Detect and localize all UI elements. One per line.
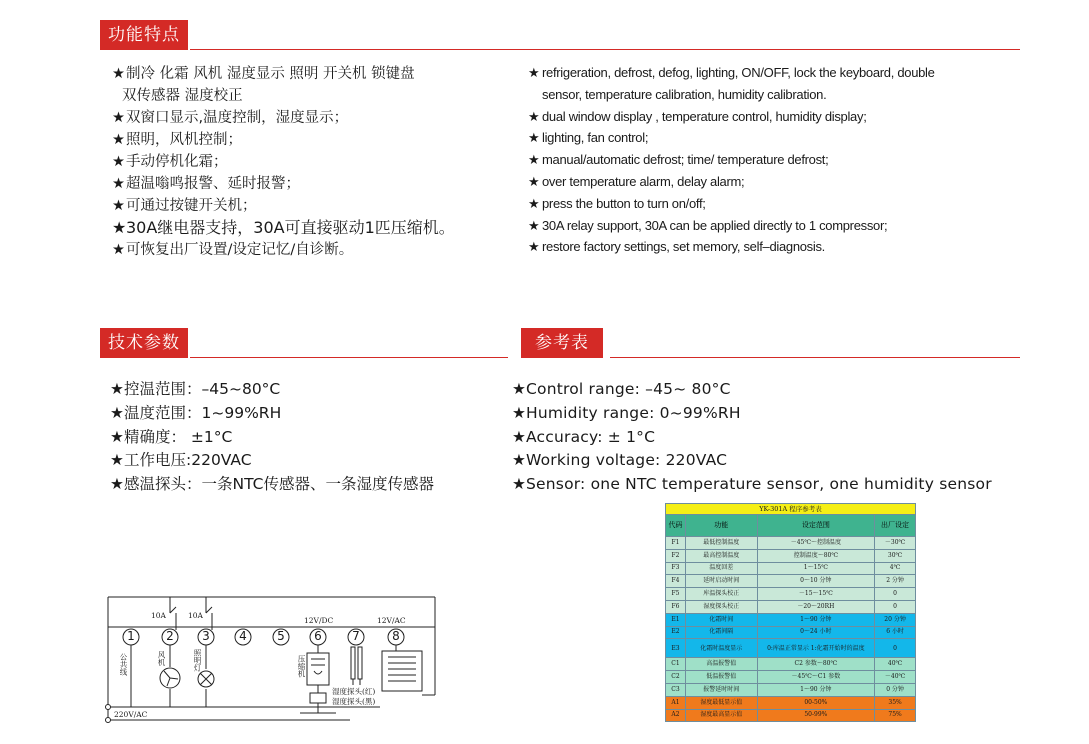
cell-code: A1 [666,696,686,709]
table-row [666,537,916,550]
relay1-label: 10A [151,611,166,620]
list-item: ★手动停机化霜； [112,154,228,170]
list-item: 双传感器 湿度校正 [122,88,243,104]
wiring-lines [100,585,440,735]
table-row [666,696,916,709]
list-item: ★ manual/automatic defrost; time/ temperature defrost; [528,152,829,168]
cell-default: 0 [875,639,916,658]
specs-rule [190,357,508,358]
cell-range: 控制温度～80℃ [757,549,874,562]
cell-code: F3 [666,562,686,575]
cell-function: 最高控制温度 [685,549,757,562]
specs-en-list [512,378,1087,497]
cell-default: 75% [875,709,916,722]
cell-range: －45℃～控制温度 [757,537,874,550]
table-row [666,613,916,626]
list-item: ★制冷 化霜 风机 湿度显示 照明 开关机 锁键盘 [112,66,415,82]
list-item: ★ 30A relay support, 30A can be applied directly to 1 compressor; [528,217,888,233]
reference-heading: 参考表 [521,328,603,358]
cell-range: 0～10 分钟 [757,575,874,588]
cell-default: 35% [875,696,916,709]
cell-default: 20 分钟 [875,613,916,626]
table-row [666,562,916,575]
cell-function: 湿度最低显示值 [685,696,757,709]
cell-default: 6 小时 [875,626,916,639]
cell-default: 0 [875,588,916,601]
table-header-code: 代码 [666,515,686,537]
list-item: ★双窗口显示,温度控制，湿度显示； [112,110,349,126]
cell-code: F4 [666,575,686,588]
cell-range: －45℃～C1 参数 [757,671,874,684]
list-item: ★工作电压:220VAC [110,451,252,470]
voltage-ac-label: 12V/AC [377,616,406,625]
cell-code: A2 [666,709,686,722]
cell-function: 湿度最高显示值 [685,709,757,722]
list-item: ★控温范围：–45~80°C [110,380,281,398]
cell-code: E3 [666,639,686,658]
cell-default: 2 分钟 [875,575,916,588]
cell-function: 湿度探头校正 [685,600,757,613]
list-item: ★ over temperature alarm, delay alarm; [528,173,745,189]
table-row [666,588,916,601]
cell-range: 1～90 分钟 [757,613,874,626]
cell-function: 高温报警值 [685,658,757,671]
cell-code: F6 [666,600,686,613]
fan-label: 风机 [157,651,166,666]
specs-cn-list [110,378,510,497]
table-row [666,683,916,696]
compressor-label: 压缩机 [297,655,306,678]
parameter-table [665,503,916,722]
list-item: ★Sensor: one NTC temperature sensor, one humidity sensor [512,475,992,494]
cell-range: 1～15℃ [757,562,874,575]
cell-range: 1～90 分钟 [757,683,874,696]
cell-function: 延时启动时间 [685,575,757,588]
features-en-list [528,62,938,258]
table-row [666,639,916,658]
cell-function: 库温探头校正 [685,588,757,601]
cell-function: 温度回差 [685,562,757,575]
list-item: ★温度范围：1~99%RH [110,403,282,422]
cell-code: F5 [666,588,686,601]
wiring-diagram [100,585,440,735]
list-item: ★照明，风机控制； [112,132,242,148]
table-header-function: 功能 [685,515,757,537]
terminal-3: 3 [202,629,210,643]
list-item: ★30A继电器支持，30A可直接驱动1匹压缩机。 [112,218,455,237]
cell-code: E1 [666,613,686,626]
list-item: ★Humidity range: 0~99%RH [512,403,741,422]
terminal-8: 8 [392,629,400,643]
reference-rule [610,357,1020,358]
list-item: ★Working voltage: 220VAC [512,451,728,470]
table-title: YK-301A 程序参考表 [666,504,916,515]
cell-default: －30℃ [875,537,916,550]
cell-default: －40℃ [875,671,916,684]
cell-code: F2 [666,549,686,562]
humidity-probe-red-label: 湿度探头(红) [332,687,376,696]
list-item: ★ refrigeration, defrost, defog, lighting, ON/OFF, lock the keyboard, double sensor, temperature calibration, humidity calibration. [528,65,935,102]
specs-heading: 技术参数 [100,328,188,358]
terminal-5: 5 [277,629,285,643]
list-item: ★ dual window display , temperature control, humidity display; [528,108,867,124]
common-line-label: 公共线 [119,653,128,676]
cell-code: C3 [666,683,686,696]
cell-code: F1 [666,537,686,550]
list-item: ★Control range: –45~ 80°C [512,380,731,398]
terminal-7: 7 [352,629,360,643]
cell-range: 00-50% [757,696,874,709]
cell-range: C2 参数～80℃ [757,658,874,671]
features-rule [190,49,1020,50]
cell-code: C2 [666,671,686,684]
table-row [666,549,916,562]
table-row [666,626,916,639]
list-item: ★ restore factory settings, set memory, self–diagnosis. [528,239,825,255]
voltage-dc-label: 12V/DC [304,616,334,625]
table-body [666,537,916,722]
table-header-range: 设定范围 [757,515,874,537]
cell-function: 化霜间隔 [685,626,757,639]
features-heading: 功能特点 [100,20,188,50]
table-row [666,658,916,671]
humidity-probe-black-label: 湿度探头(黑) [332,697,376,706]
cell-default: 0 分钟 [875,683,916,696]
list-item: ★超温嗡鸣报警、延时报警； [112,176,300,192]
table-row [666,671,916,684]
list-item: ★精确度： ±1°C [110,427,233,446]
cell-range: －20～20RH [757,600,874,613]
cell-code: E2 [666,626,686,639]
cell-function: 化霜时温度显示 [685,639,757,658]
table-header-default: 出厂设定 [875,515,916,537]
cell-function: 低温报警值 [685,671,757,684]
table-row [666,709,916,722]
terminal-4: 4 [239,629,247,643]
cell-range: 50-99% [757,709,874,722]
cell-function: 化霜时间 [685,613,757,626]
cell-default: 0 [875,600,916,613]
table-row [666,600,916,613]
cell-code: C1 [666,658,686,671]
cell-default: 40℃ [875,658,916,671]
list-item: ★ press the button to turn on/off; [528,195,706,211]
terminal-6: 6 [314,629,322,643]
cell-function: 报警延时时间 [685,683,757,696]
lighting-label: 照明灯 [193,649,202,672]
cell-default: 4℃ [875,562,916,575]
cell-range: 0～24 小时 [757,626,874,639]
terminal-1: 1 [127,629,135,643]
cell-function: 最低控制温度 [685,537,757,550]
list-item: ★ lighting, fan control; [528,130,649,146]
table-row [666,575,916,588]
list-item: ★可通过按键开关机； [112,198,257,214]
list-item: ★Accuracy: ± 1°C [512,427,656,446]
relay2-label: 10A [188,611,203,620]
features-cn-list [112,63,507,261]
supply-label: 220V/AC [114,710,148,719]
terminal-2: 2 [166,629,174,643]
cell-default: 30℃ [875,549,916,562]
cell-range: 0:库温正常显示 1:化霜开始时的温度 [757,639,874,658]
cell-range: －15～15℃ [757,588,874,601]
list-item: ★感温探头：一条NTC传感器、一条湿度传感器 [110,475,434,494]
list-item: ★可恢复出厂设置/设定记忆/自诊断。 [112,242,354,258]
